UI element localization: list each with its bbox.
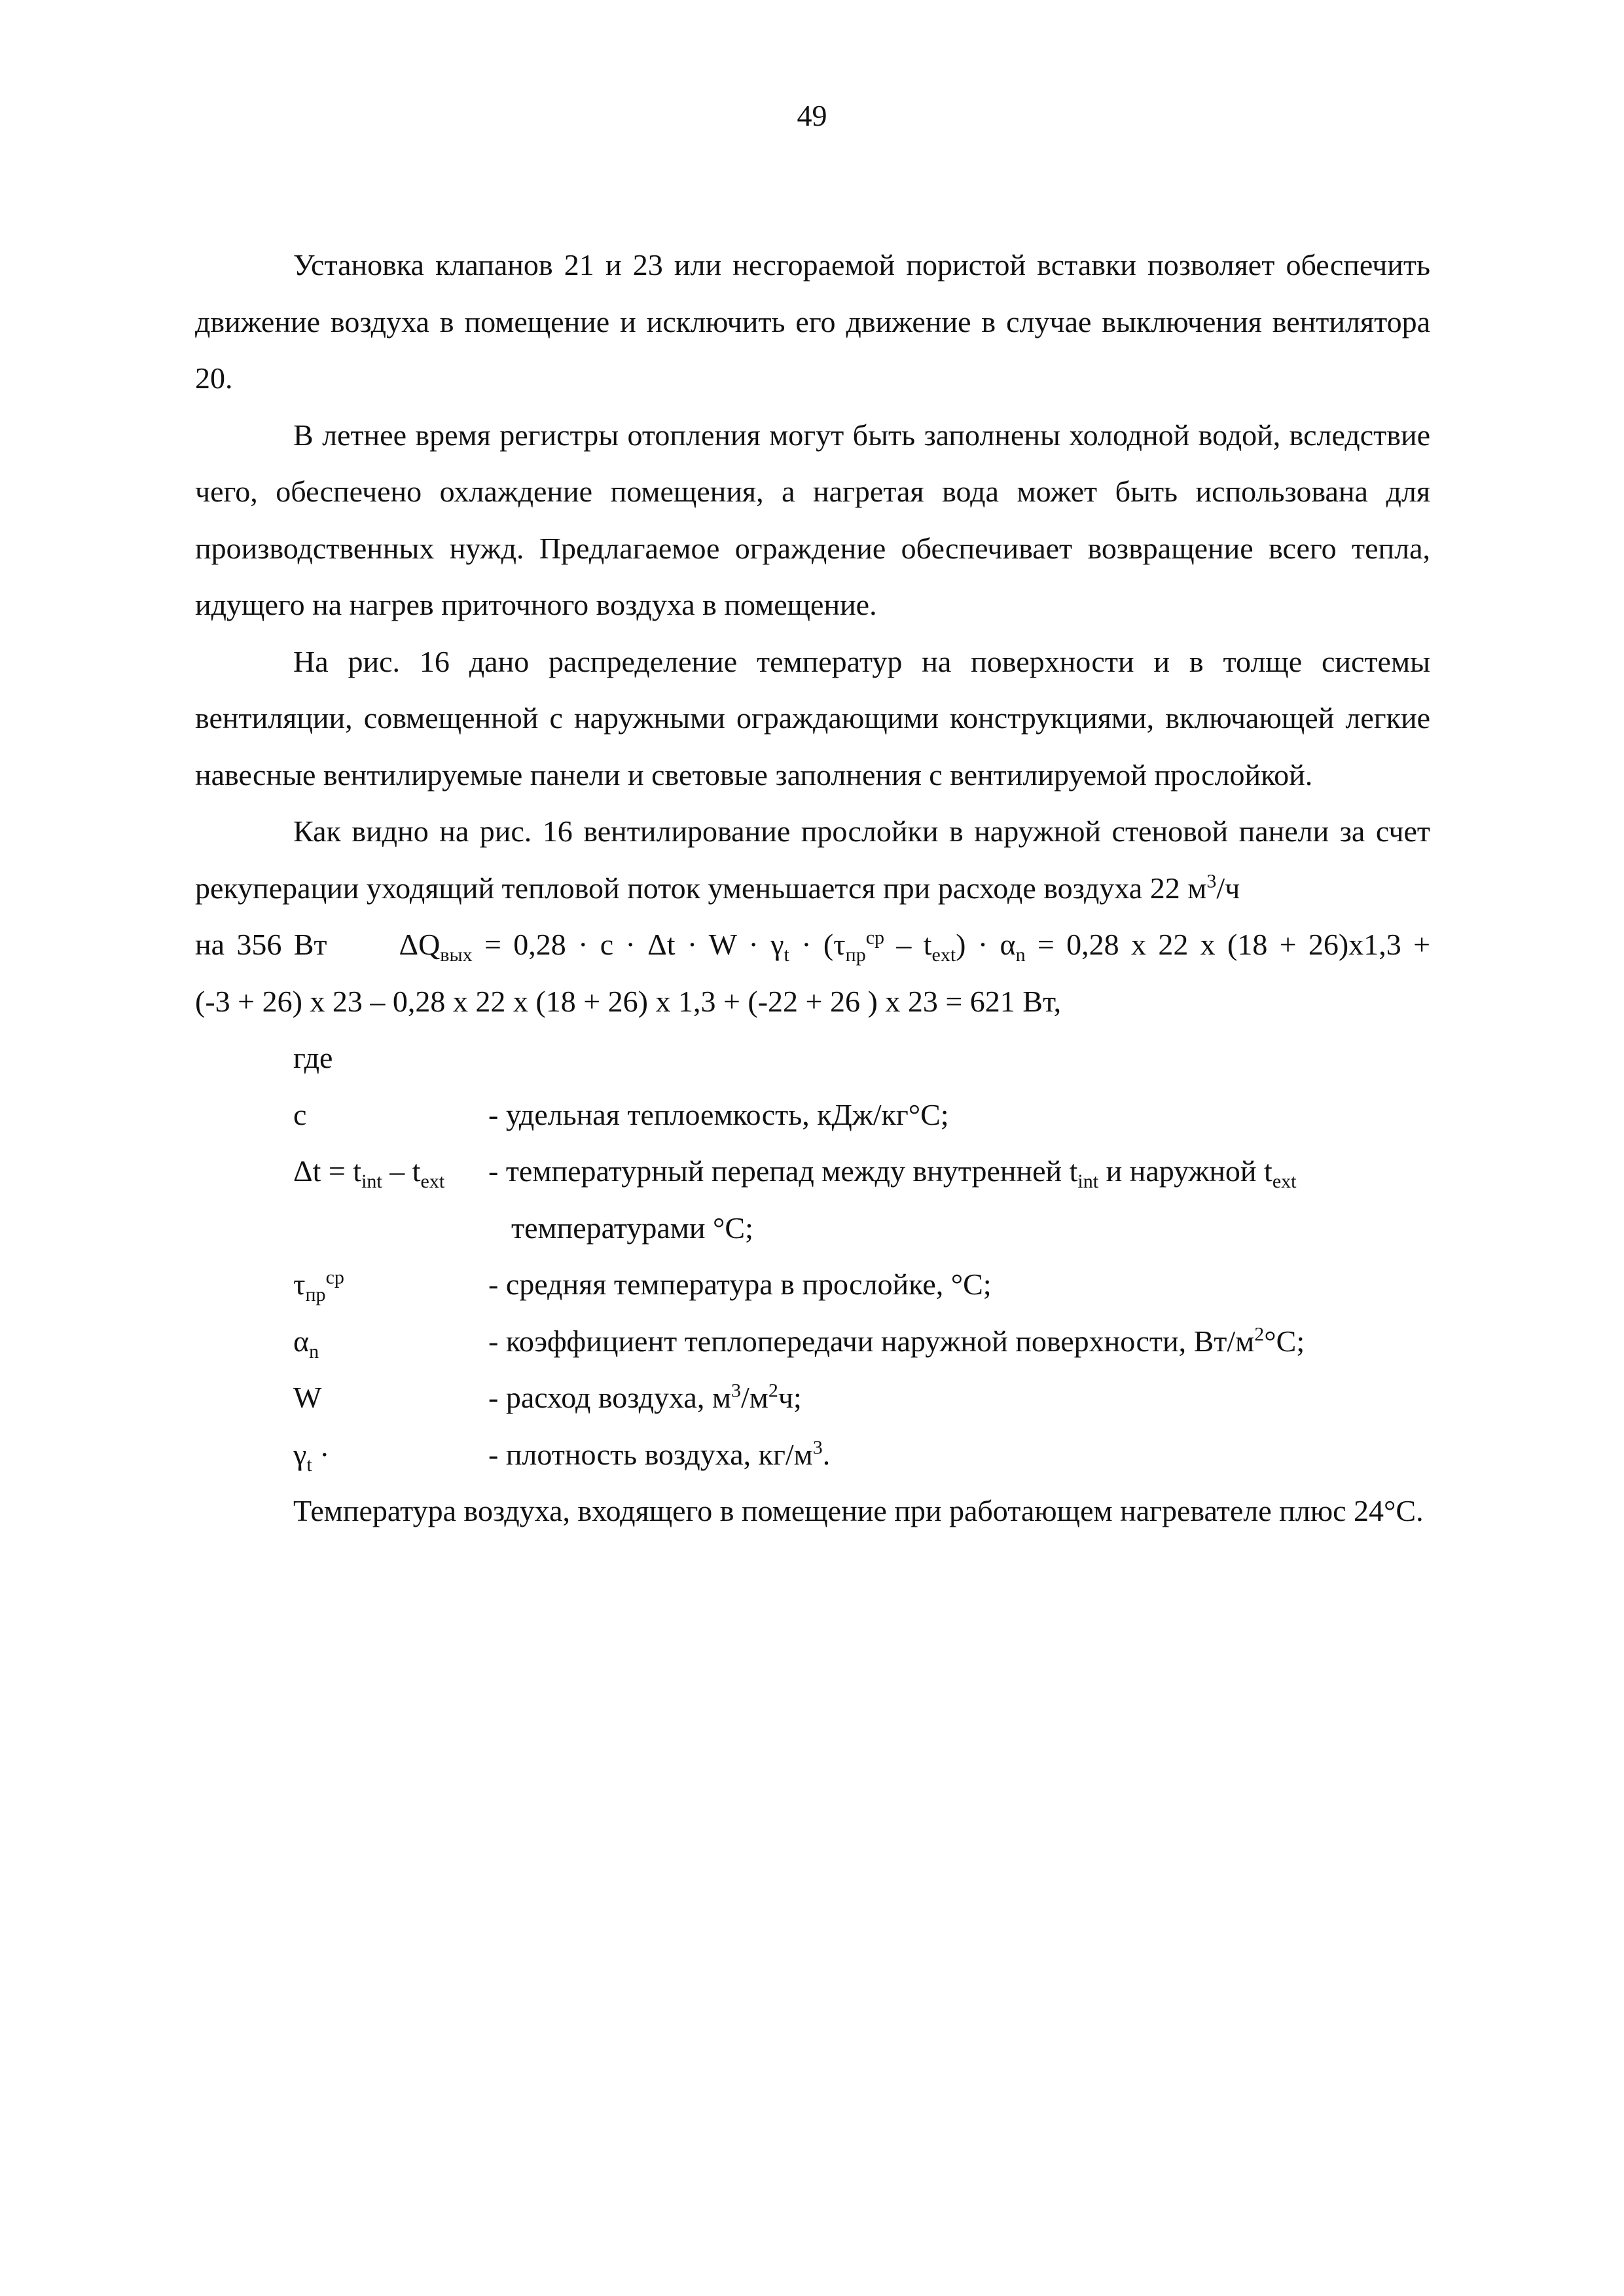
text-part: - расход воздуха, м bbox=[488, 1381, 731, 1414]
definition-text bbox=[488, 1370, 1430, 1427]
text-part: °С; bbox=[1264, 1324, 1305, 1358]
formula-sup-sr: ср bbox=[865, 926, 885, 949]
definition-symbol bbox=[293, 1256, 488, 1313]
text-part: - температурный перепад между внутренней t bbox=[488, 1154, 1078, 1188]
symbol-sub: n bbox=[309, 1340, 319, 1362]
definition-symbol: W bbox=[293, 1381, 322, 1414]
paragraph-ventilation bbox=[195, 803, 1430, 917]
formula-sub-n: n bbox=[1015, 944, 1026, 966]
symbol-part: Δt = t bbox=[293, 1154, 362, 1188]
text-part: и наружной t bbox=[1098, 1154, 1272, 1188]
text-sup: 3 bbox=[812, 1436, 823, 1459]
text-part: - плотность воздуха, кг/м bbox=[488, 1437, 813, 1471]
definition-w bbox=[195, 1370, 1430, 1427]
paragraph-ventilation-unit: /ч bbox=[1216, 871, 1240, 905]
formula-part-1: = 0,28 · c · Δt · W · γ bbox=[484, 928, 784, 961]
formula-q-sub: вых bbox=[440, 944, 473, 966]
definition-symbol: c bbox=[293, 1097, 307, 1131]
definition-symbol bbox=[293, 1313, 488, 1370]
text-sup: 3 bbox=[731, 1379, 741, 1402]
text-sup: 2 bbox=[768, 1379, 778, 1402]
definition-symbol bbox=[293, 1143, 488, 1200]
formula-part-3: – t bbox=[884, 928, 932, 961]
definition-dt bbox=[195, 1143, 1430, 1200]
formula-lead: на 356 Вт bbox=[195, 928, 327, 961]
text-sub: int bbox=[1077, 1171, 1099, 1193]
text-sup: 2 bbox=[1254, 1323, 1265, 1345]
definition-text: - удельная теплоемкость, кДж/кг°С; bbox=[488, 1097, 949, 1131]
paragraph-summer: В летнее время регистры отопления могут быть заполнены холодной водой, вследствие чего, обеспечено охлаждение помещения, а нагретая вода может быть использована для производственных нужд. Предлагаемое ограждение обеспечивает возвращение всего тепла, идущего на нагрев приточного воздуха в помещение. bbox=[195, 418, 1430, 621]
where-label: где bbox=[293, 1041, 333, 1074]
definition-gamma bbox=[195, 1427, 1430, 1484]
text-part: . bbox=[822, 1437, 831, 1471]
formula-sub-ext: ext bbox=[931, 944, 956, 966]
definition-dt-continuation: температурами °С; bbox=[511, 1211, 753, 1245]
text-part: /м bbox=[740, 1381, 768, 1414]
definition-symbol bbox=[293, 1427, 488, 1484]
paragraph-valves: Установка клапанов 21 и 23 или несгораемой пористой вставки позволяет обеспечить движение воздуха в помещение и исключить его движение в случае выключения вентилятора 20. bbox=[195, 248, 1430, 395]
paragraph-ventilation-text: Как видно на рис. 16 вентилирование прослойки в наружной стеновой панели за счет рекуперации уходящий тепловой поток уменьшается при расходе воздуха 22 м bbox=[195, 814, 1430, 905]
symbol-sub: ext bbox=[420, 1171, 445, 1193]
paragraph-air-temperature: Температура воздуха, входящего в помещение при работающем нагревателе плюс 24°С. bbox=[293, 1494, 1424, 1527]
formula-line-1 bbox=[195, 917, 1430, 974]
symbol-part: – t bbox=[382, 1154, 421, 1188]
page-body bbox=[195, 237, 1430, 1540]
formula-sub-t: t bbox=[784, 944, 789, 966]
formula-part-5: = 0,28 х 22 х (18 + 26)х1,3 + bbox=[1025, 928, 1431, 961]
formula-q: ΔQ bbox=[399, 928, 441, 961]
formula-part-2: · (τ bbox=[789, 928, 846, 961]
definition-alpha bbox=[195, 1313, 1430, 1370]
text-part: - коэффициент теплопередачи наружной поверхности, Вт/м bbox=[488, 1324, 1255, 1358]
symbol-part: γ bbox=[293, 1437, 307, 1471]
definition-text bbox=[488, 1313, 1430, 1370]
formula-sub-pr: пр bbox=[845, 944, 866, 966]
symbol-part: α bbox=[293, 1324, 310, 1358]
symbol-sup: ср bbox=[325, 1266, 344, 1288]
text-sub: ext bbox=[1272, 1171, 1297, 1193]
symbol-sub: int bbox=[361, 1171, 382, 1193]
page-number: 49 bbox=[797, 99, 827, 132]
definition-text bbox=[488, 1427, 1430, 1484]
symbol-part: · bbox=[312, 1437, 330, 1471]
definitions-list bbox=[195, 1087, 1430, 1484]
text-part: ч; bbox=[778, 1381, 802, 1414]
paragraph-figure-16: На рис. 16 дано распределение температур на поверхности и в толще системы вентиляции, совмещенной с наружными ограждающими конструкциями, включающей легкие навесные вентилируемые панели и световые заполнения с вентилируемой прослойкой. bbox=[195, 644, 1430, 792]
definition-tau bbox=[195, 1256, 1430, 1313]
formula-part-4: ) · α bbox=[956, 928, 1016, 961]
formula-line-2: (-3 + 26) х 23 – 0,28 х 22 х (18 + 26) х 1,3 + (-22 + 26 ) х 23 = 621 Вт, bbox=[195, 984, 1062, 1018]
definition-text bbox=[488, 1143, 1430, 1200]
symbol-part: τ bbox=[293, 1267, 306, 1301]
definition-text: - средняя температура в прослойке, °С; bbox=[488, 1267, 992, 1301]
definition-c bbox=[195, 1087, 1430, 1144]
symbol-sub: t bbox=[306, 1453, 312, 1476]
symbol-sub: пр bbox=[305, 1284, 326, 1306]
superscript: 3 bbox=[1206, 870, 1217, 892]
